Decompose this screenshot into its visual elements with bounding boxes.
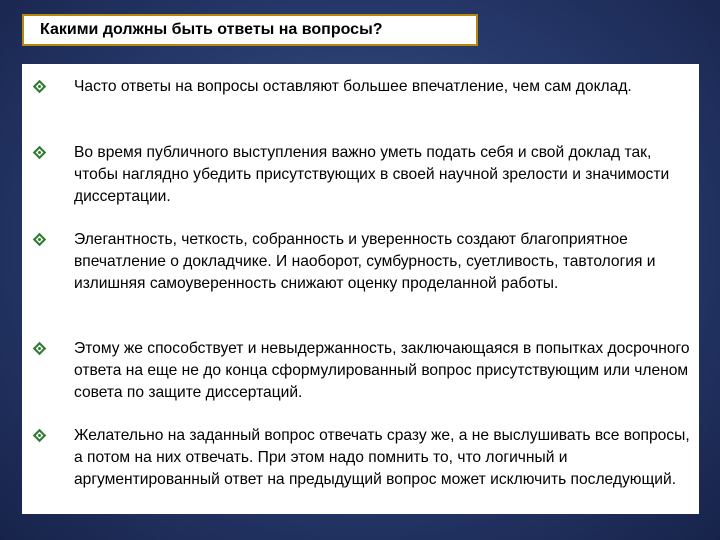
diamond-bullet-icon xyxy=(32,232,47,247)
diamond-bullet-icon xyxy=(32,145,47,160)
slide-title-box xyxy=(22,14,478,46)
bullet-text: Часто ответы на вопросы оставляют большее впечатление, чем сам доклад. xyxy=(74,78,632,95)
diamond-bullet-icon xyxy=(32,79,47,94)
bullet-text: Во время публичного выступления важно уметь подать себя и свой доклад так, чтобы наглядно убедить присутствующих в своей научной зрелости и значимости диссертации. xyxy=(74,144,670,205)
bullet-text: Желательно на заданный вопрос отвечать сразу же, а не выслушивать все вопросы, а потом на них отвечать. При этом надо помнить то, что логичный и аргументированный ответ на предыдущий вопрос может исключить последующий. xyxy=(74,427,690,488)
diamond-bullet-icon xyxy=(32,428,47,443)
bullet-list-panel xyxy=(22,64,699,514)
bullet-text: Этому же способствует и невыдержанность, заключающаяся в попытках досрочного ответа на еще не до конца сформулированный вопрос присутствующим или членом совета по защите диссертаций. xyxy=(74,340,690,401)
slide-title: Какими должны быть ответы на вопросы? xyxy=(40,21,383,38)
diamond-bullet-icon xyxy=(32,341,47,356)
bullet-text: Элегантность, четкость, собранность и уверенность создают благоприятное впечатление о докладчике. И наоборот, сумбурность, суетливость, тавтология и излишняя самоуверенность снижают оценку проделанной работы. xyxy=(74,231,656,292)
